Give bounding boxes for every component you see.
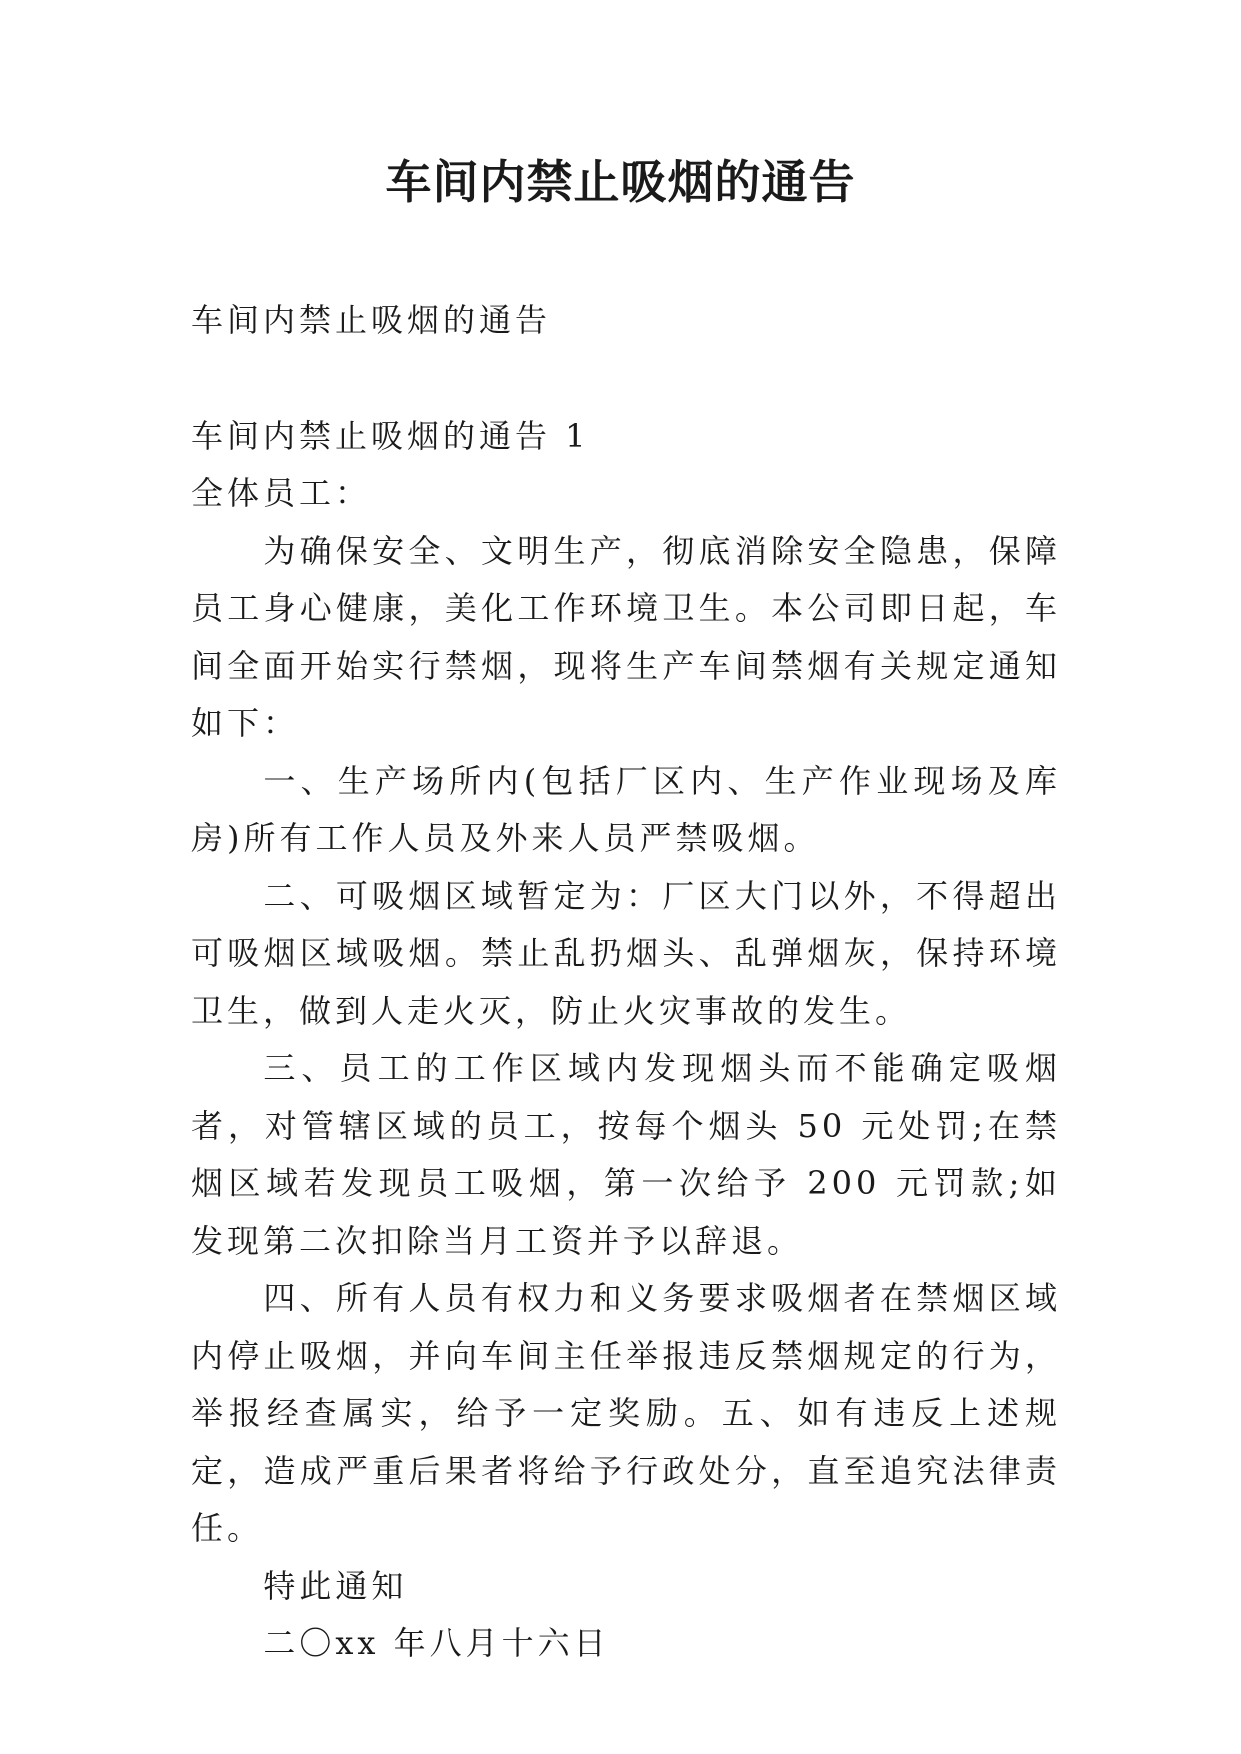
closing-line: 特此通知 xyxy=(263,1566,408,1605)
section-heading: 车间内禁止吸烟的通告 1 xyxy=(191,416,590,455)
body-paragraph-rule-4: 四、所有人员有权力和义务要求吸烟者在禁烟区域内停止吸烟，并向车间主任举报违反禁烟规定的行为，举报经查属实，给予一定奖励。五、如有违反上述规定，造成严重后果者将给予行政处分，直至追究法律责任。 xyxy=(191,1279,1061,1547)
body-paragraph-rule-2: 二、可吸烟区域暂定为：厂区大门以外，不得超出可吸烟区域吸烟。禁止乱扔烟头、乱弹烟灰，保持环境卫生，做到人走火灭，防止火灾事故的发生。 xyxy=(191,876,1061,1030)
spacer xyxy=(191,350,1061,408)
salutation: 全体员工： xyxy=(191,474,372,512)
body-paragraph-rule-3: 三、员工的工作区域内发现烟头而不能确定吸烟者，对管辖区域的员工，按每个烟头 50 元处罚;在禁烟区域若发现员工吸烟，第一次给予 200 元罚款;如发现第二次扣除当月工资并予以辞退。 xyxy=(191,1049,1061,1260)
document-title: 车间内禁止吸烟的通告 xyxy=(385,155,856,209)
body-paragraph-intro: 为确保安全、文明生产，彻底消除安全隐患，保障员工身心健康，美化工作环境卫生。本公司即日起，车间全面开始实行禁烟，现将生产车间禁烟有关规定通知如下： xyxy=(191,531,1061,742)
document-date: 二〇xx 年八月十六日 xyxy=(263,1624,610,1662)
document-subtitle: 车间内禁止吸烟的通告 xyxy=(191,301,552,339)
document-body xyxy=(191,292,1061,1673)
body-paragraph-rule-1: 一、生产场所内(包括厂区内、生产作业现场及库房)所有工作人员及外来人员严禁吸烟。 xyxy=(191,761,1061,857)
